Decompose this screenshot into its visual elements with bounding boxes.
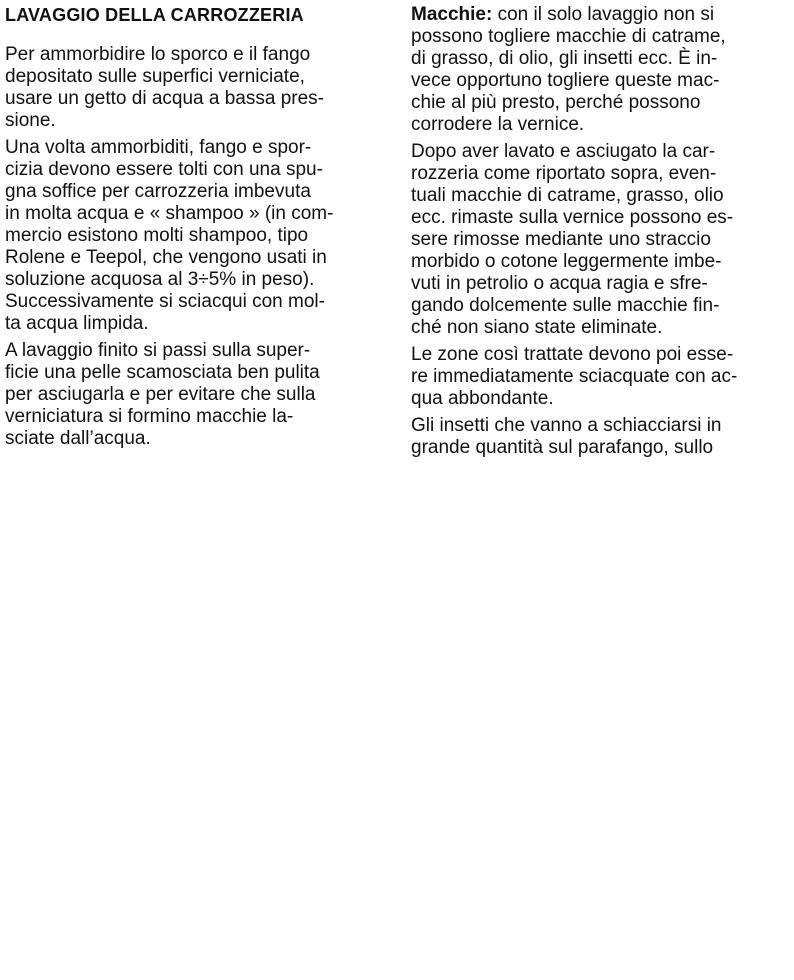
stains-lead-label: Macchie: — [411, 4, 493, 25]
paragraph-stains — [411, 4, 790, 136]
paragraph-stain-removal: Dopo aver lavato e asciugato la car- rozzeria come riportato sopra, even- tuali macchie di catrame, grasso, olio ecc. rimaste sulla vernice possono es- sere rimosse mediante uno straccio morbido o cotone leggermente imbe- vuti in petrolio o acqua ragia e sfre- gando dolcemente sulle macchie fin- ché non siano state eliminate. — [411, 141, 734, 338]
left-column — [5, 4, 385, 455]
paragraph-soften-dirt: Per ammorbidire lo sporco e il fango depositato sulle superfici verniciate, usare un getto di acqua a bassa pres- sione. — [5, 44, 324, 131]
paragraph-drying-chamois: A lavaggio finito si passi sulla super- ficie una pelle scamosciata ben pulita per asciugarla e per evitare che sulla verniciatura si formino macchie la- sciate dall’acqua. — [5, 340, 320, 449]
stains-text: con il solo lavaggio non si possono togliere macchie di catrame, di grasso, di olio, gli insetti ecc. È in- vece opportuno togliere queste mac- chie al più presto, perché possono corrodere la vernice. — [411, 4, 726, 135]
right-column — [411, 4, 790, 464]
paragraph-sponge-shampoo: Una volta ammorbiditi, fango e spor- cizia devono essere tolti con una spu- gna soffice per carrozzeria imbevuta in molta acqua e « shampoo » (in com- mercio esistono molti shampoo, tipo Rolene e Teepol, che vengono usati in soluzione acquosa al 3÷5% in peso). Successivamente si sciacqui con mol- ta acqua limpida. — [5, 137, 334, 334]
section-heading: LAVAGGIO DELLA CARROZZERIA — [5, 5, 304, 25]
paragraph-insects: Gli insetti che vanno a schiacciarsi in grande quantità sul parafango, sullo — [411, 415, 722, 458]
paragraph-rinse-treated-zones: Le zone così trattate devono poi esse- re immediatamente sciacquate con ac- qua abbondante. — [411, 344, 738, 409]
